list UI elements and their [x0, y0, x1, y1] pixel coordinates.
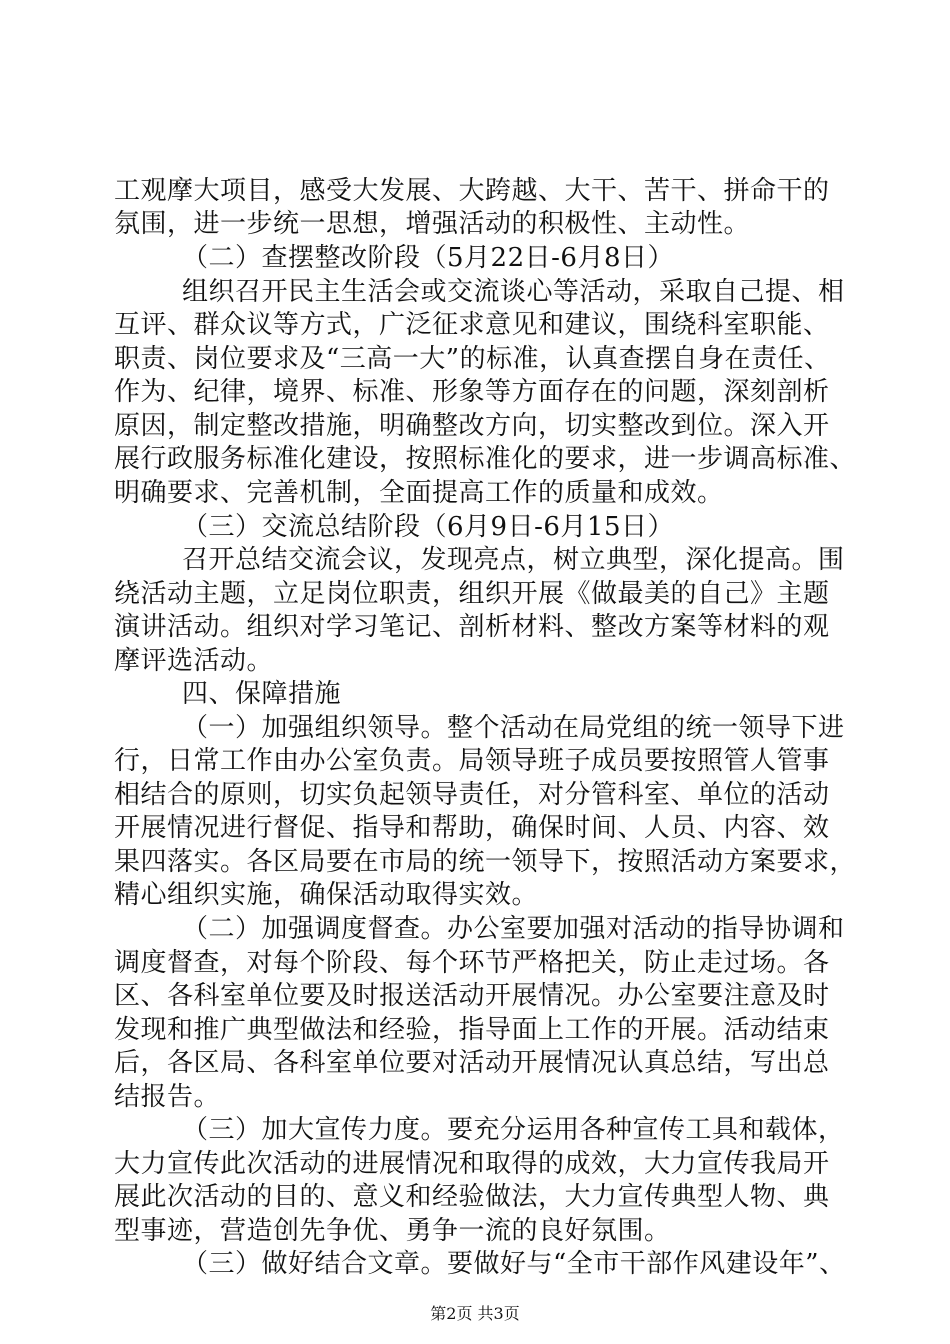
text-line: （二）查摆整改阶段（5月22日-6月8日）	[182, 243, 674, 273]
text-line: 摩评选活动。	[114, 646, 274, 676]
text-line: 原因，制定整改措施，明确整改方向，切实整改到位。深入开	[114, 411, 830, 441]
text-line: （一）加强组织领导。整个活动在局党组的统一领导下进	[182, 713, 845, 743]
text-line: 演讲活动。组织对学习笔记、剖析材料、整改方案等材料的观	[114, 612, 830, 642]
text-line: 四、保障措施	[182, 679, 342, 709]
text-line: 型事迹，营造创先争优、勇争一流的良好氛围。	[114, 1216, 671, 1246]
text-line: 互评、群众议等方式，广泛征求意见和建议，围绕科室职能、	[114, 310, 830, 340]
text-line: 氛围，进一步统一思想，增强活动的积极性、主动性。	[114, 209, 751, 239]
text-line: 组织召开民主生活会或交流谈心等活动，采取自己提、相	[182, 277, 845, 307]
text-line: 工观摩大项目，感受大发展、大跨越、大干、苦干、拼命干的	[114, 176, 830, 206]
text-line: 相结合的原则，切实负起领导责任，对分管科室、单位的活动	[114, 780, 830, 810]
text-line: 展此次活动的目的、意义和经验做法，大力宣传典型人物、典	[114, 1182, 830, 1212]
page-footer: 第2页 共3页	[430, 1304, 520, 1323]
text-line: （三）交流总结阶段（6月9日-6月15日）	[182, 512, 674, 542]
text-line: 明确要求、完善机制，全面提高工作的质量和成效。	[114, 478, 724, 508]
text-line: 后，各区局、各科室单位要对活动开展情况认真总结，写出总	[114, 1048, 830, 1078]
text-line: 调度督查，对每个阶段、每个环节严格把关，防止走过场。各	[114, 948, 830, 978]
text-line: 绕活动主题，立足岗位职责，组织开展《做最美的自己》主题	[114, 579, 830, 609]
text-line: 展行政服务标准化建设，按照标准化的要求，进一步调高标准、	[114, 444, 857, 474]
text-line: （三）加大宣传力度。要充分运用各种宣传工具和载体，	[182, 1115, 845, 1145]
text-line: 职责、岗位要求及“三高一大”的标准，认真查摆自身在责任、	[114, 344, 831, 374]
text-line: 果四落实。各区局要在市局的统一领导下，按照活动方案要求，	[114, 847, 857, 877]
text-line: （二）加强调度督查。办公室要加强对活动的指导协调和	[182, 914, 845, 944]
text-line: 作为、纪律，境界、标准、形象等方面存在的问题，深刻剖析	[114, 377, 830, 407]
text-line: （三）做好结合文章。要做好与“全市干部作风建设年”、	[182, 1249, 846, 1279]
text-line: 大力宣传此次活动的进展情况和取得的成效，大力宣传我局开	[114, 1149, 830, 1179]
text-line: 召开总结交流会议，发现亮点，树立典型，深化提高。围	[182, 545, 845, 575]
text-line: 结报告。	[114, 1082, 221, 1112]
text-line: 行，日常工作由办公室负责。局领导班子成员要按照管人管事	[114, 746, 830, 776]
text-line: 区、各科室单位要及时报送活动开展情况。办公室要注意及时	[114, 981, 830, 1011]
text-line: 开展情况进行督促、指导和帮助，确保时间、人员、内容、效	[114, 813, 830, 843]
text-line: 发现和推广典型做法和经验，指导面上工作的开展。活动结束	[114, 1015, 830, 1045]
text-line: 精心组织实施，确保活动取得实效。	[114, 880, 539, 910]
